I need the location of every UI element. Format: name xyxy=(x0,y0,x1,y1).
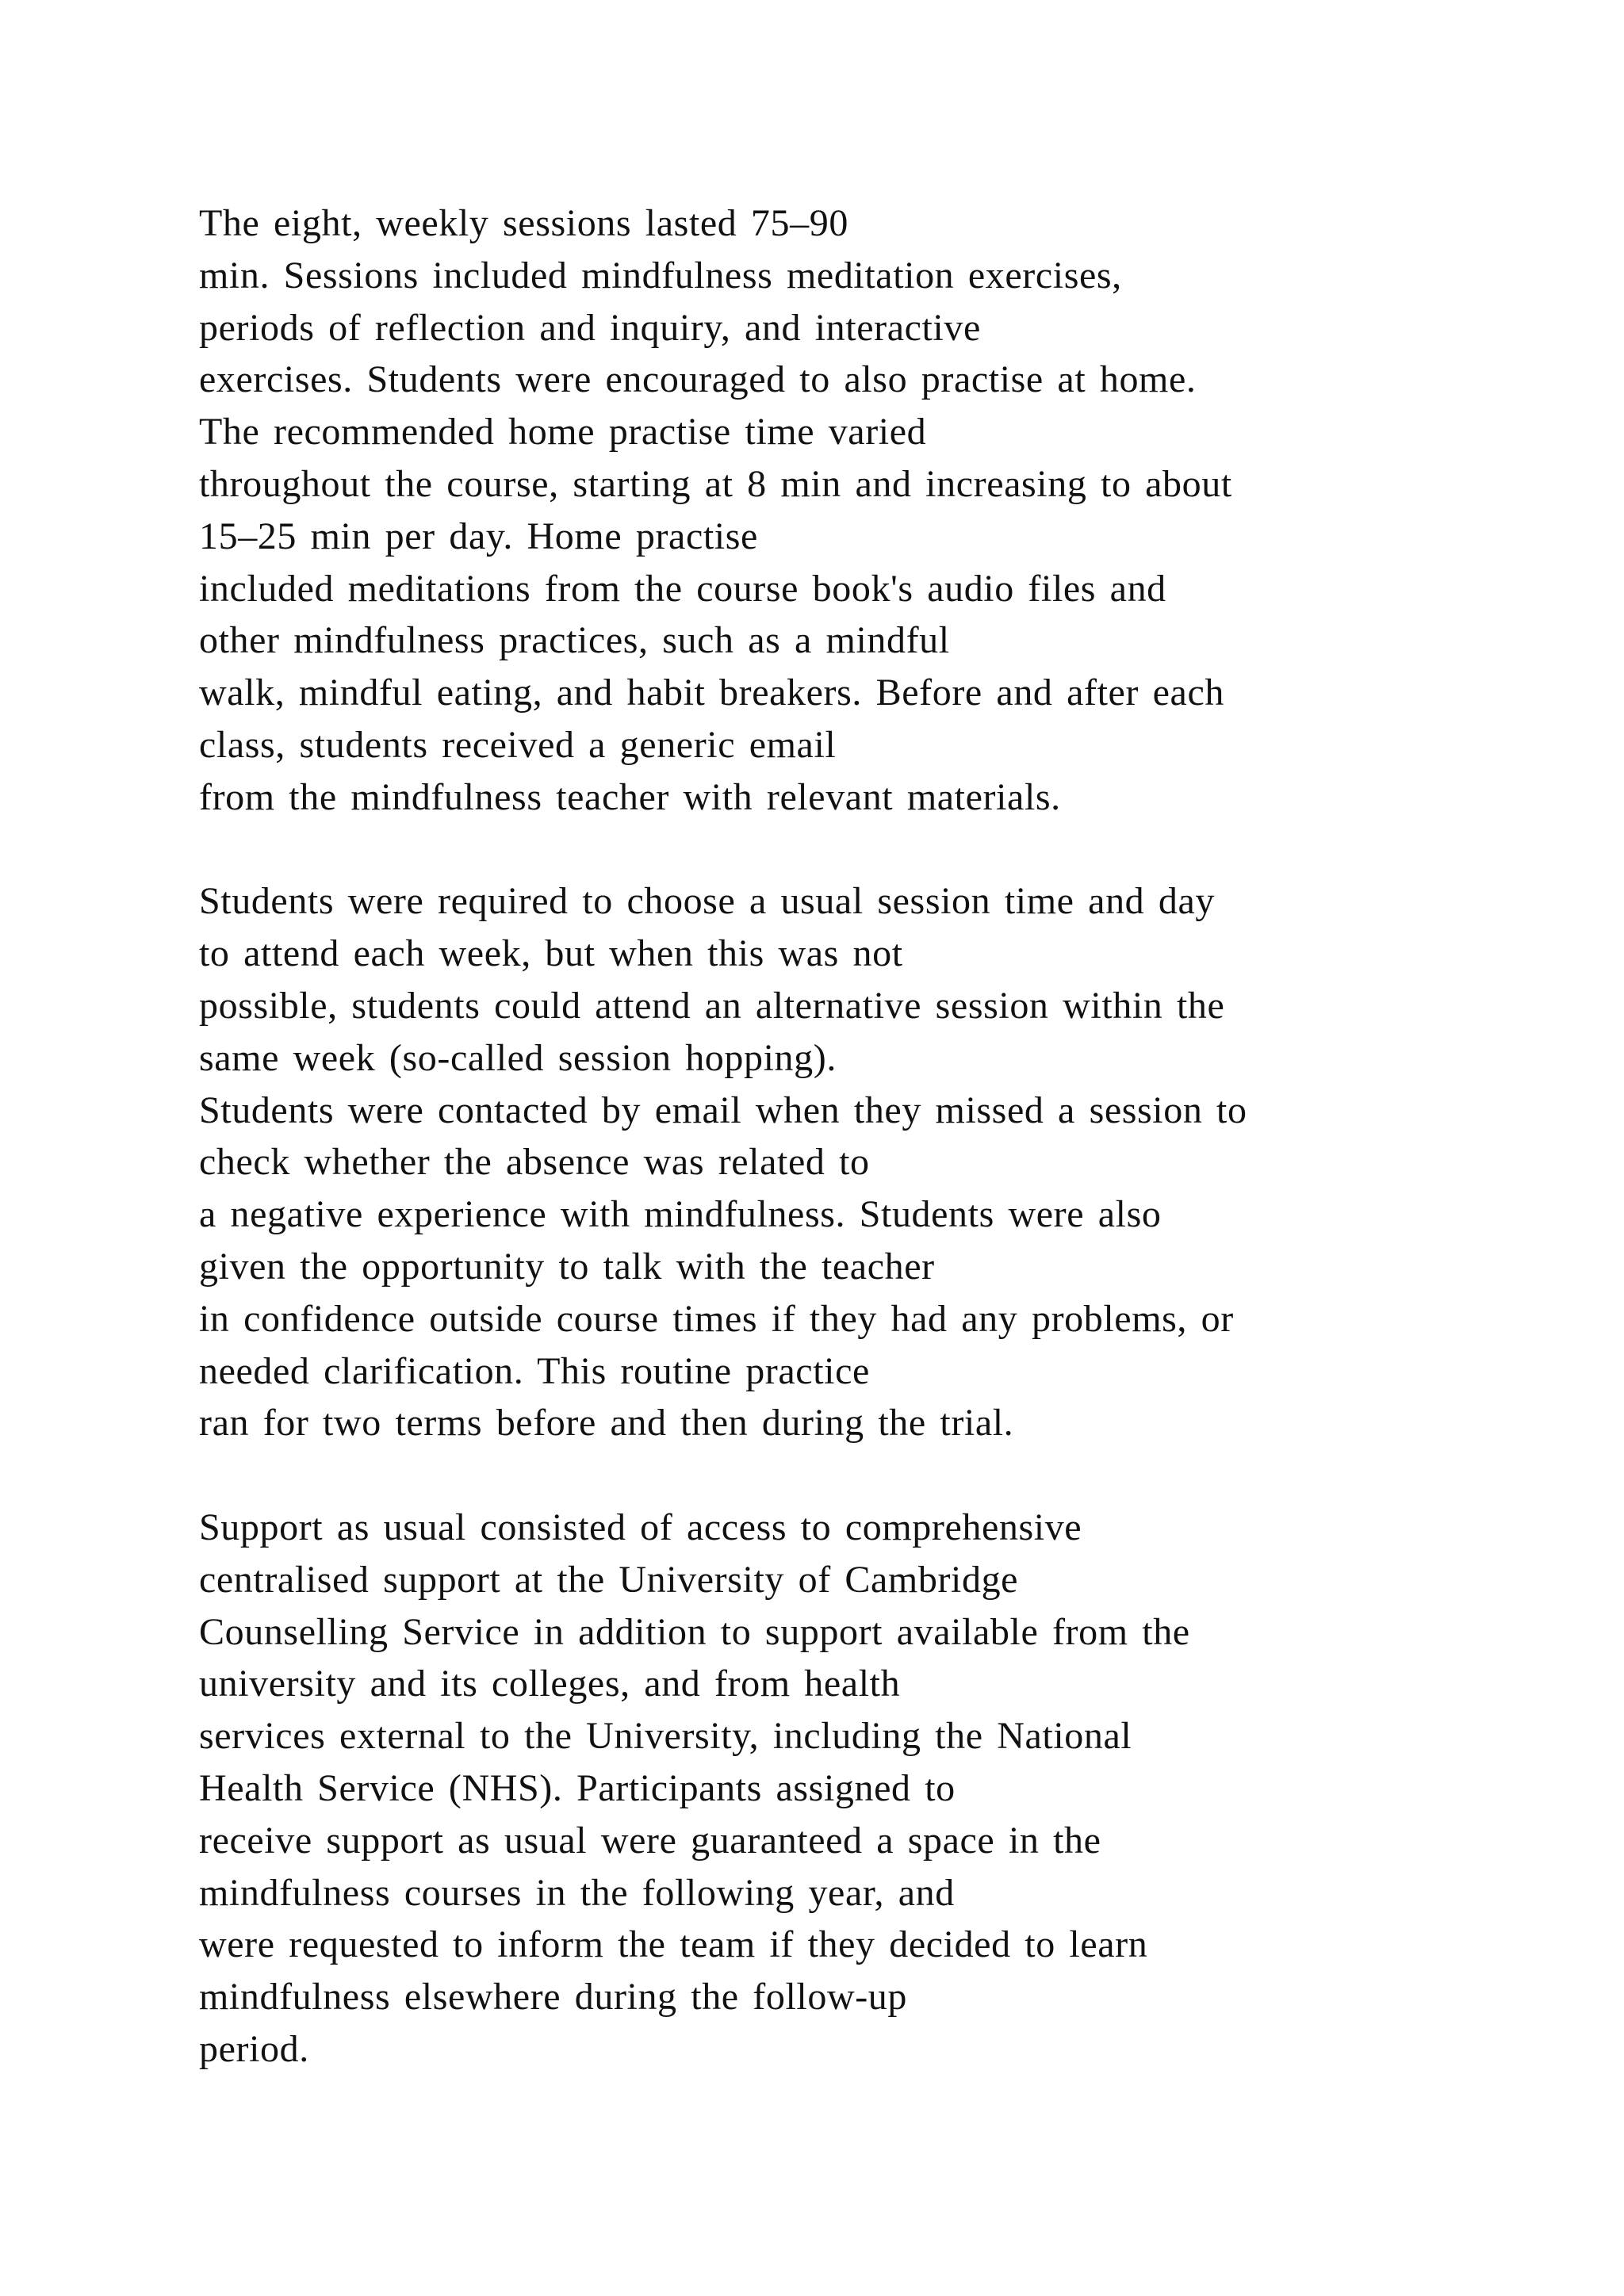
text-line: needed clarification. This routine practice xyxy=(199,1349,870,1392)
text-line: in confidence outside course times if they had any problems, or xyxy=(199,1297,1234,1340)
text-line: throughout the course, starting at 8 min and increasing to about xyxy=(199,462,1232,505)
text-line: Health Service (NHS). Participants assigned to xyxy=(199,1766,956,1809)
text-line: mindfulness courses in the following year, and xyxy=(199,1871,955,1914)
paragraph-attendance xyxy=(199,875,1563,1449)
paragraph-support xyxy=(199,1502,1563,2076)
text-line: to attend each week, but when this was not xyxy=(199,932,903,975)
text-line: class, students received a generic email xyxy=(199,723,837,766)
text-line: exercises. Students were encouraged to also practise at home. xyxy=(199,358,1197,401)
text-line: The eight, weekly sessions lasted 75–90 xyxy=(199,202,848,244)
text-line: Students were contacted by email when they missed a session to xyxy=(199,1089,1247,1131)
text-line: 15–25 min per day. Home practise xyxy=(199,515,758,557)
text-line: university and its colleges, and from health xyxy=(199,1663,901,1705)
text-line: The recommended home practise time varied xyxy=(199,411,927,453)
text-line: Students were required to choose a usual session time and day xyxy=(199,880,1215,923)
text-line: were requested to inform the team if they decided to learn xyxy=(199,1923,1148,1966)
text-line: possible, students could attend an alternative session within the xyxy=(199,984,1225,1027)
text-line: mindfulness elsewhere during the follow-up xyxy=(199,1976,908,2019)
text-line: same week (so-called session hopping). xyxy=(199,1036,837,1079)
text-line: from the mindfulness teacher with relevant materials. xyxy=(199,775,1061,818)
text-line: ran for two terms before and then during the trial. xyxy=(199,1402,1014,1445)
text-line: centralised support at the University of Cambridge xyxy=(199,1558,1019,1601)
text-line: services external to the University, including the National xyxy=(199,1715,1132,1758)
text-line: Counselling Service in addition to support available from the xyxy=(199,1610,1190,1653)
text-line: min. Sessions included mindfulness meditation exercises, xyxy=(199,254,1122,297)
document-body xyxy=(199,197,1563,2127)
text-line: Support as usual consisted of access to comprehensive xyxy=(199,1506,1082,1548)
text-line: check whether the absence was related to xyxy=(199,1141,870,1184)
text-line: given the opportunity to talk with the teacher xyxy=(199,1245,935,1288)
text-line: receive support as usual were guaranteed a space in the xyxy=(199,1819,1101,1862)
text-line: other mindfulness practices, such as a mindful xyxy=(199,619,950,662)
text-line: a negative experience with mindfulness. Students were also xyxy=(199,1193,1162,1236)
text-line: walk, mindful eating, and habit breakers. Before and after each xyxy=(199,672,1224,714)
paragraph-sessions xyxy=(199,197,1563,824)
text-line: periods of reflection and inquiry, and interactive xyxy=(199,306,981,349)
text-line: included meditations from the course book's audio files and xyxy=(199,567,1166,610)
text-line: period. xyxy=(199,2027,309,2070)
